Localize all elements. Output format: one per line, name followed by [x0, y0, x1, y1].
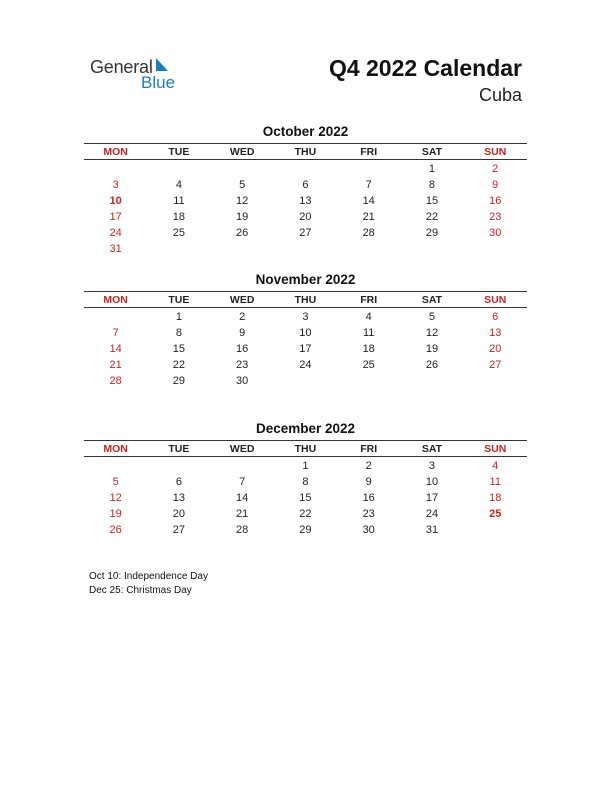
day-cell: 2 [365, 460, 372, 472]
day-cell: 6 [175, 476, 182, 488]
day-cell: 27 [299, 227, 312, 239]
day-cell: 11 [362, 327, 375, 339]
day-cell: 2 [492, 163, 499, 175]
day-cell: 25 [172, 227, 186, 239]
day-cell: 26 [236, 227, 249, 239]
month-title: October 2022 [262, 124, 349, 139]
day-cell: 26 [109, 524, 122, 536]
week-row [84, 209, 527, 225]
day-grid [84, 308, 527, 389]
day-cell: 12 [109, 492, 122, 504]
day-cell: 5 [239, 179, 246, 191]
day-cell: 15 [299, 492, 312, 504]
day-cell: 30 [362, 524, 375, 536]
weekday-header-sat: SAT [421, 145, 443, 158]
weekday-header-row [84, 144, 527, 159]
day-cell: 1 [302, 460, 309, 472]
day-cell: 6 [302, 179, 309, 191]
day-cell: 7 [239, 476, 246, 488]
weekday-header-fri: FRI [360, 293, 378, 306]
weekday-header-fri: FRI [360, 442, 378, 455]
day-cell: 28 [362, 227, 375, 239]
day-cell: 29 [425, 227, 439, 239]
month-block [84, 124, 527, 257]
holiday-note: Oct 10: Independence Day [89, 571, 208, 582]
day-cell: 13 [172, 492, 186, 504]
day-cell: 22 [172, 359, 186, 371]
day-cell: 13 [299, 195, 312, 207]
day-cell: 17 [109, 211, 122, 223]
day-cell: 12 [425, 327, 439, 339]
day-cell: 16 [489, 195, 502, 207]
day-cell: 10 [425, 476, 439, 488]
day-cell: 8 [175, 327, 182, 339]
day-cell: 22 [425, 211, 439, 223]
country-name: Cuba [478, 85, 522, 105]
weekday-header-mon: MON [103, 293, 128, 306]
week-row [84, 458, 527, 474]
day-cell: 4 [365, 311, 372, 323]
day-cell: 17 [425, 492, 439, 504]
day-cell: 22 [299, 508, 312, 520]
logo-word-general: General [90, 57, 153, 77]
week-row [84, 225, 527, 241]
day-cell: 24 [109, 227, 122, 239]
day-cell: 28 [236, 524, 249, 536]
weekday-header-tue: TUE [168, 293, 190, 306]
day-cell: 18 [362, 343, 375, 355]
day-cell: 2 [239, 311, 246, 323]
month-title: November 2022 [255, 272, 356, 287]
day-cell: 26 [425, 359, 439, 371]
weekday-header-mon: MON [103, 442, 128, 455]
weekday-header-tue: TUE [168, 145, 190, 158]
day-cell: 23 [489, 211, 502, 223]
day-cell: 3 [428, 460, 436, 472]
weekday-header-tue: TUE [168, 442, 190, 455]
day-cell: 28 [109, 375, 122, 387]
day-cell: 21 [236, 508, 249, 520]
day-cell: 30 [236, 375, 249, 387]
day-cell: 19 [236, 211, 249, 223]
day-grid [84, 457, 527, 538]
month-title: December 2022 [255, 421, 356, 436]
week-row [84, 325, 527, 341]
week-row [84, 522, 527, 538]
weekday-header-wed: WED [229, 293, 255, 306]
day-cell: 20 [299, 211, 312, 223]
day-cell: 21 [109, 359, 122, 371]
weekday-header-thu: THU [294, 145, 317, 158]
day-cell: 10 [299, 327, 312, 339]
day-cell: 10 [109, 195, 122, 207]
day-cell: 6 [492, 311, 499, 323]
day-cell: 3 [302, 311, 309, 323]
weekday-header-sun: SUN [484, 442, 507, 455]
week-row [84, 490, 527, 506]
week-row [84, 373, 527, 389]
day-cell: 13 [489, 327, 502, 339]
weekday-header-sat: SAT [421, 293, 443, 306]
day-cell: 12 [236, 195, 249, 207]
day-cell: 18 [489, 492, 502, 504]
week-row [84, 161, 527, 177]
month-block [84, 421, 527, 538]
day-cell: 20 [172, 508, 186, 520]
day-cell: 16 [236, 343, 249, 355]
day-cell: 11 [489, 476, 501, 488]
logo-triangle-icon [156, 58, 168, 71]
month-block [84, 272, 527, 389]
week-row [84, 341, 527, 357]
day-cell: 29 [299, 524, 312, 536]
day-cell: 9 [239, 327, 246, 339]
day-cell: 18 [172, 211, 186, 223]
weekday-header-sun: SUN [484, 145, 507, 158]
week-row [84, 193, 527, 209]
weekday-header-wed: WED [229, 145, 255, 158]
day-cell: 19 [425, 343, 439, 355]
holiday-note: Dec 25: Christmas Day [89, 585, 192, 596]
day-cell: 27 [489, 359, 502, 371]
logo [90, 57, 190, 97]
weekday-header-row [84, 441, 527, 456]
day-cell: 30 [489, 227, 502, 239]
day-cell: 3 [112, 179, 119, 191]
day-cell: 21 [362, 211, 375, 223]
day-cell: 24 [299, 359, 312, 371]
weekday-header-thu: THU [294, 293, 317, 306]
week-row [84, 177, 527, 193]
day-cell: 1 [428, 163, 436, 175]
day-cell: 19 [109, 508, 122, 520]
week-row [84, 357, 527, 373]
day-cell: 16 [362, 492, 375, 504]
weekday-header-wed: WED [229, 442, 255, 455]
weekday-header-sun: SUN [484, 293, 507, 306]
day-cell: 8 [302, 476, 309, 488]
day-cell: 4 [492, 460, 499, 472]
day-cell: 31 [425, 524, 439, 536]
weekday-header-row [84, 292, 527, 307]
holiday-notes [89, 570, 208, 598]
weekday-header-thu: THU [294, 442, 317, 455]
day-cell: 9 [492, 179, 499, 191]
day-cell: 25 [362, 359, 375, 371]
day-cell: 7 [365, 179, 372, 191]
day-cell: 1 [175, 311, 182, 323]
day-grid [84, 160, 527, 257]
day-cell: 20 [489, 343, 502, 355]
day-cell: 7 [112, 327, 119, 339]
day-cell: 14 [236, 492, 249, 504]
day-cell: 17 [299, 343, 312, 355]
day-cell: 11 [173, 195, 185, 207]
weekday-header-fri: FRI [360, 145, 378, 158]
week-row [84, 309, 527, 325]
day-cell: 15 [172, 343, 186, 355]
week-row [84, 241, 527, 257]
day-cell: 14 [362, 195, 375, 207]
page-title: Q4 2022 Calendar [328, 55, 522, 81]
day-cell: 4 [175, 179, 182, 191]
logo-word-blue: Blue [141, 73, 176, 92]
day-cell: 27 [172, 524, 186, 536]
day-cell: 8 [428, 179, 436, 191]
day-cell: 25 [489, 508, 502, 520]
weekday-header-sat: SAT [421, 442, 443, 455]
day-cell: 14 [109, 343, 122, 355]
week-row [84, 506, 527, 522]
day-cell: 9 [365, 476, 372, 488]
day-cell: 5 [428, 311, 436, 323]
day-cell: 24 [425, 508, 439, 520]
day-cell: 23 [236, 359, 249, 371]
day-cell: 31 [109, 243, 122, 255]
week-row [84, 474, 527, 490]
weekday-header-mon: MON [103, 145, 128, 158]
day-cell: 15 [425, 195, 439, 207]
day-cell: 29 [172, 375, 186, 387]
day-cell: 5 [112, 476, 119, 488]
day-cell: 23 [362, 508, 375, 520]
